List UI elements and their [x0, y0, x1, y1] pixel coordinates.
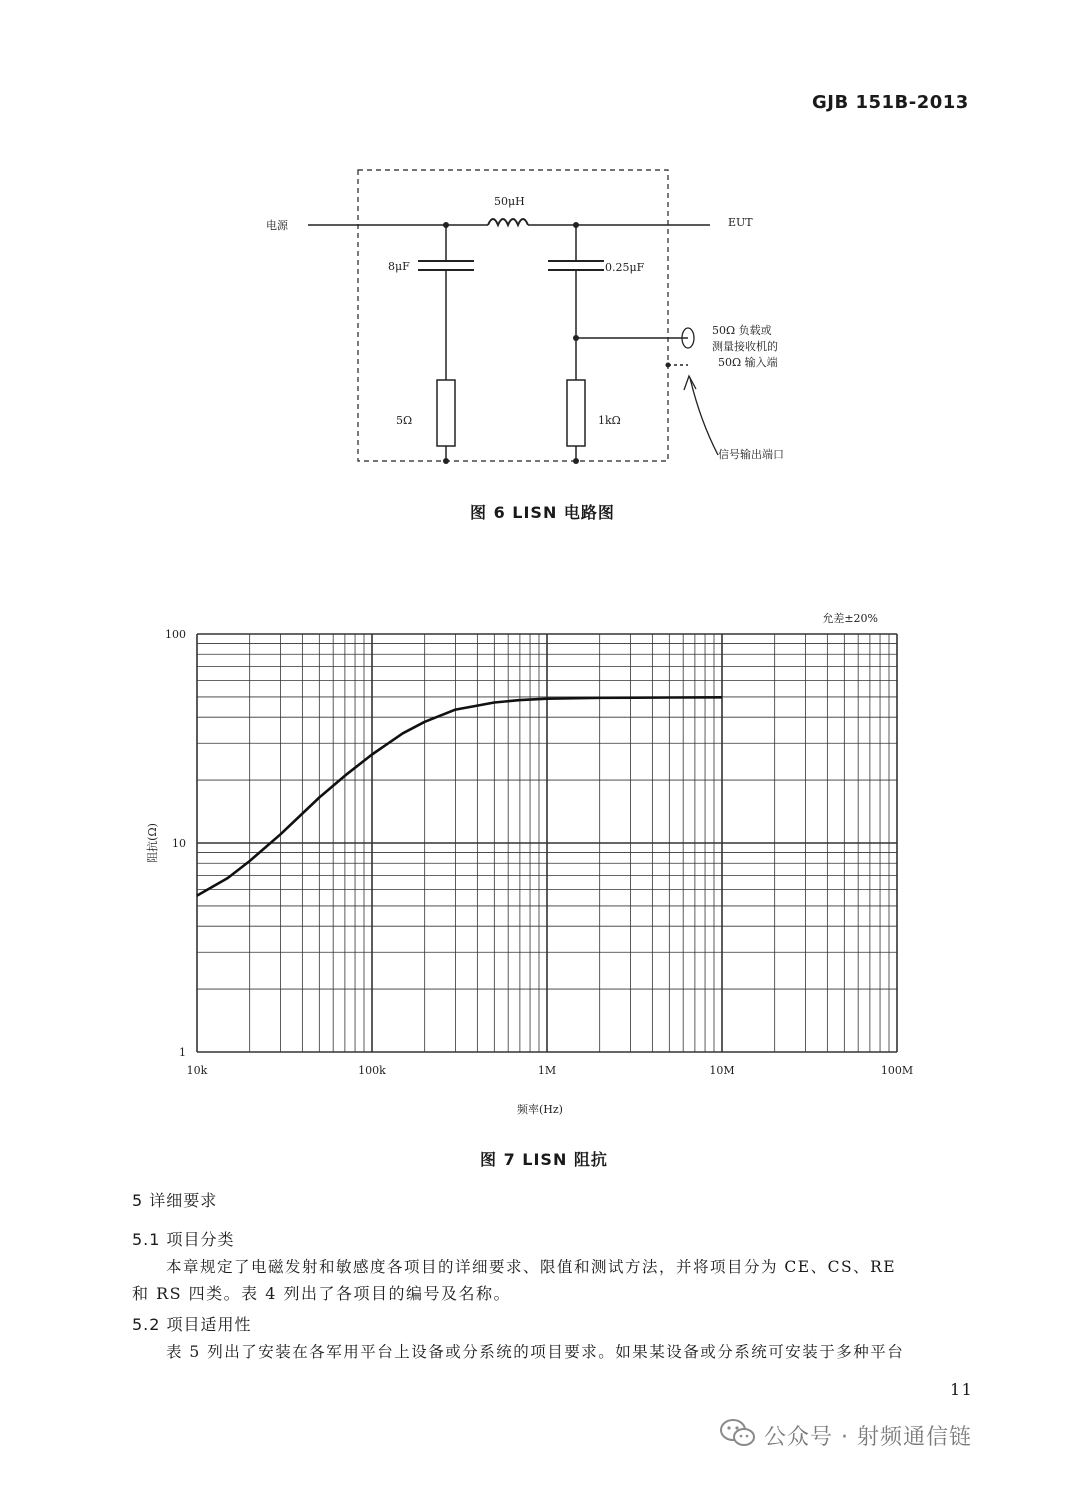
x-tick-label: 100M	[880, 1064, 914, 1077]
x-tick-label: 100k	[358, 1064, 386, 1077]
port-label-line2: 测量接收机的	[712, 340, 778, 353]
y-tick-label: 1	[179, 1046, 186, 1059]
source-label: 电源	[266, 219, 288, 232]
res2-label: 1kΩ	[598, 414, 621, 427]
x-tick-label: 10M	[709, 1064, 735, 1077]
x-axis-label: 频率(Hz)	[517, 1103, 563, 1116]
impedance-series-line	[197, 697, 722, 895]
y-tick-label: 100	[165, 628, 186, 641]
page-number: 11	[950, 1380, 974, 1399]
section52-text-line1: 表 5 列出了安装在各军用平台上设备或分系统的项目要求。如果某设备或分系统可安装于多种平台	[166, 1343, 905, 1361]
res1-label: 5Ω	[396, 414, 413, 427]
figure7-caption: 图 7 LISN 阻抗	[480, 1150, 608, 1169]
eut-label: EUT	[728, 216, 753, 229]
port-label-line1: 50Ω 负载或	[712, 324, 772, 337]
cap2-label: 0.25μF	[605, 261, 645, 274]
x-tick-label: 1M	[537, 1064, 557, 1077]
y-tick-label: 10	[172, 837, 186, 850]
cap1-label: 8μF	[388, 260, 410, 273]
figure6-caption: 图 6 LISN 电路图	[470, 503, 615, 522]
section5-heading: 5 详细要求	[132, 1191, 218, 1210]
y-axis-label: 阻抗(Ω)	[146, 823, 159, 863]
section52-heading: 5.2 项目适用性	[132, 1315, 252, 1334]
standard-id: GJB 151B-2013	[812, 92, 969, 113]
wechat-icon	[718, 1416, 758, 1450]
port-label-line3: 50Ω 输入端	[718, 356, 778, 369]
x-tick-label: 10k	[186, 1064, 208, 1077]
watermark-text: 公众号 · 射频通信链	[764, 1425, 972, 1450]
signal-port-label: 信号输出端口	[718, 448, 784, 461]
tolerance-annotation: 允差±20%	[822, 612, 878, 625]
section51-heading: 5.1 项目分类	[132, 1230, 235, 1249]
section51-text-line2: 和 RS 四类。表 4 列出了各项目的编号及名称。	[132, 1284, 512, 1303]
section51-text-line1: 本章规定了电磁发射和敏感度各项目的详细要求、限值和测试方法，并将项目分为 CE、CS、RE	[166, 1258, 897, 1276]
inductor-label: 50μH	[494, 195, 525, 208]
